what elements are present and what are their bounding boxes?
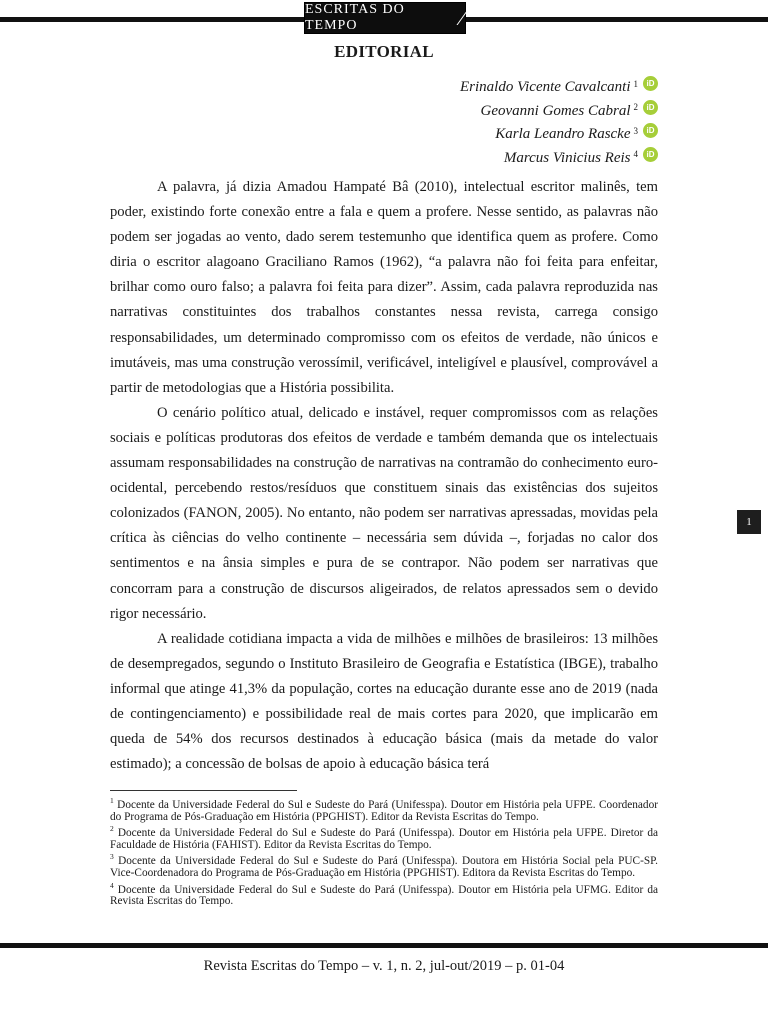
footnote-mark: 2: [633, 102, 638, 113]
footnote: [110, 823, 658, 851]
footnote-text: Docente da Universidade Federal do Sul e Sudeste do Pará (Unifesspa). Doutor em História pela UFPE. Coordenador do Programa de Pós-Graduação em História (PPGHIST). Editor da Revista Escritas do Tempo.: [110, 798, 658, 823]
orcid-icon[interactable]: iD: [643, 76, 658, 91]
article-body: [110, 175, 658, 777]
paragraph: A realidade cotidiana impacta a vida de milhões e milhões de brasileiros: 13 milhões de desempregados, segundo o Instituto Brasileiro de Geografia e Estatística (IBGE), trabalho informal que atinge 41,3% da população, cortes na educação durante esse ano de 2019 (nada de contingenciamento) e possibilidade real de mais cortes para 2020, que implicarão em queda de 54% dos recursos destinados à educação básica (mais da metade do valor estimado); a concessão de bolsas de apoio à educação básica terá: [110, 630, 658, 773]
footnote-mark: 1: [110, 796, 114, 805]
author-entry: [460, 123, 658, 147]
footnote-mark: 4: [110, 880, 114, 890]
footnotes: [110, 795, 658, 908]
author-entry: [460, 76, 658, 100]
author-list: [460, 76, 658, 170]
orcid-icon[interactable]: iD: [643, 123, 658, 138]
author-name: Marcus Vinicius Reis: [503, 149, 631, 166]
page-footer: Revista Escritas do Tempo – v. 1, n. 2, jul-out/2019 – p. 01-04: [203, 958, 565, 974]
footnote-mark: 3: [633, 125, 638, 136]
author-name: Erinaldo Vicente Cavalcanti: [459, 79, 631, 96]
journal-logo: [304, 2, 466, 34]
orcid-icon[interactable]: iD: [643, 147, 658, 162]
author-name: Geovanni Gomes Cabral: [480, 102, 631, 119]
footnote: [110, 795, 658, 823]
logo-text: ESCRITAS DO TEMPO: [305, 2, 405, 33]
footnote-text: Docente da Universidade Federal do Sul e Sudeste do Pará (Unifesspa). Doutor em História pela UFMG. Editor da Revista Escritas do Tempo.: [110, 883, 658, 908]
footer-rule: [0, 943, 768, 948]
footnote-mark: 4: [633, 149, 638, 160]
footnote-divider: [110, 790, 297, 791]
footnote-text: Docente da Universidade Federal do Sul e Sudeste do Pará (Unifesspa). Doutor em História pela UFPE. Diretor da Faculdade de História (FAHIST). Editor da Revista Escritas do Tempo.: [110, 826, 658, 852]
footnote-text: Docente da Universidade Federal do Sul e Sudeste do Pará (Unifesspa). Doutora em História Social pela PUC-SP. Vice-Coordenadora do Programa de Pós-Graduação em História (PPGHIST). Editora da Revista Escritas do Tempo.: [110, 855, 658, 880]
paragraph: O cenário político atual, delicado e instável, requer compromissos com as relações sociais e políticas produtoras dos efeitos de verdade e também demanda que os intelectuais assumam responsabilidades na construção de narrativas na contramão do conhecimento euro-ocidental, percebendo restos/resíduos que constituem sinais das existências dos sujeitos colonizados (FANON, 2005). No entanto, não podem ser narrativas apressadas, movidas pela crítica às ciências do velho continente – necessária sem dúvida –, forjadas no calor dos sentimentos e na ânsia simples e pura de se contrapor. Não podem ser narrativas que concorram para a construção de discursos aligeirados, de relatos apressados sem o devido rigor necessário.: [110, 404, 658, 622]
quill-icon: ⁄: [460, 5, 465, 30]
footnote: [110, 880, 658, 908]
author-entry: [460, 147, 658, 171]
footnote-mark: 1: [633, 78, 638, 89]
footnote-mark: 3: [110, 852, 114, 862]
page-number: 1: [737, 510, 761, 534]
page-title: EDITORIAL: [334, 42, 434, 61]
footnote: [110, 851, 658, 879]
author-name: Karla Leandro Rascke: [495, 126, 631, 143]
author-entry: [460, 100, 658, 124]
footnote-mark: 2: [110, 824, 114, 834]
orcid-icon[interactable]: iD: [643, 100, 658, 115]
paragraph: A palavra, já dizia Amadou Hampaté Bâ (2010), intelectual escritor malinês, tem poder, existindo forte conexão entre a fala e quem a profere. Nesse sentido, as palavras não podem ser jogadas ao vento, dado serem testemunho que identifica quem as profere. Como diria o escritor alagoano Graciliano Ramos (1962), “a palavra não foi feita para enfeitar, brilhar como ouro falso; a palavra foi feita para dizer”. Assim, cada palavra reproduzida nas narrativas constituintes dos trabalhos constantes nessa revista, carrega consigo responsabilidades, um determinado compromisso com os efeitos de verdade, não únicos e imutáveis, mas uma construção verossímil, verificável, inteligível e plausível, comprovável a partir de metodologias que a História possibilita.: [110, 179, 658, 396]
